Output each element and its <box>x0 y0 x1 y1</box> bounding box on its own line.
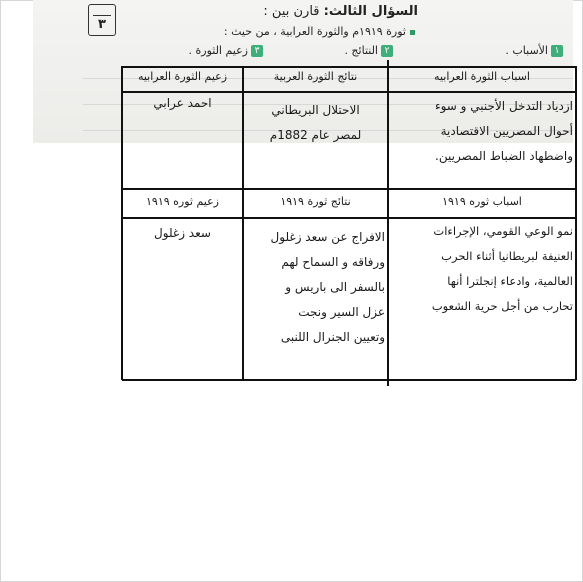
question-title: السؤال الثالث: <box>323 4 418 19</box>
question-subject: ثورة ١٩١٩م والثورة العرابية ، من حيث : <box>224 25 415 38</box>
header-causes-1919: اسباب ثوره ١٩١٩ <box>442 195 522 208</box>
header-leader-1919: زعيم ثوره ١٩١٩ <box>146 195 219 208</box>
header-results-urabi: نتائج الثورة العربية <box>273 70 358 83</box>
bullet-icon <box>410 30 415 35</box>
cell-leader-1919: سعد زغلول <box>154 226 211 240</box>
option-causes: ١الأسباب . <box>505 44 563 57</box>
question-heading <box>263 4 418 19</box>
cell-results-1919: الافراج عن سعد زغلول ورفاقه و السماح لهم بالسفر الى باريس و عزل السير ونجت وتعيين الجنرال اللنبى <box>270 230 385 344</box>
ruled-line <box>83 104 573 105</box>
ruled-line <box>83 130 573 131</box>
cell-results-urabi: الاحتلال البريطاني لمصر عام 1882م <box>269 103 362 142</box>
textbook-scan <box>33 0 573 143</box>
ruled-line <box>83 78 573 79</box>
question-number-box: ٣ <box>88 4 116 36</box>
option-leader: ٣زعيم الثورة . <box>189 44 264 57</box>
header-causes-urabi: اسباب الثورة العرابيه <box>434 70 530 83</box>
question-prompt: قارن بين : <box>263 4 320 19</box>
cell-leader-urabi: احمد عرابي <box>153 96 212 110</box>
cell-causes-1919: نمو الوعي القومي، الإجراءات العنيفة لبريطانيا أثناء الحرب العالمية، وادعاء إنجلترا أنها تحارب من أجل حرية الشعوب <box>431 224 573 313</box>
header-results-1919: نتائج ثورة ١٩١٩ <box>280 195 351 208</box>
option-results: ٢النتائج . <box>344 44 393 57</box>
cell-causes-urabi: ازدياد التدخل الأجنبي و سوء أحوال المصريين الاقتصادية واضطهاد الضباط المصريين. <box>434 99 573 163</box>
header-leader-urabi: زعيم الثورة العرابيه <box>137 70 228 83</box>
